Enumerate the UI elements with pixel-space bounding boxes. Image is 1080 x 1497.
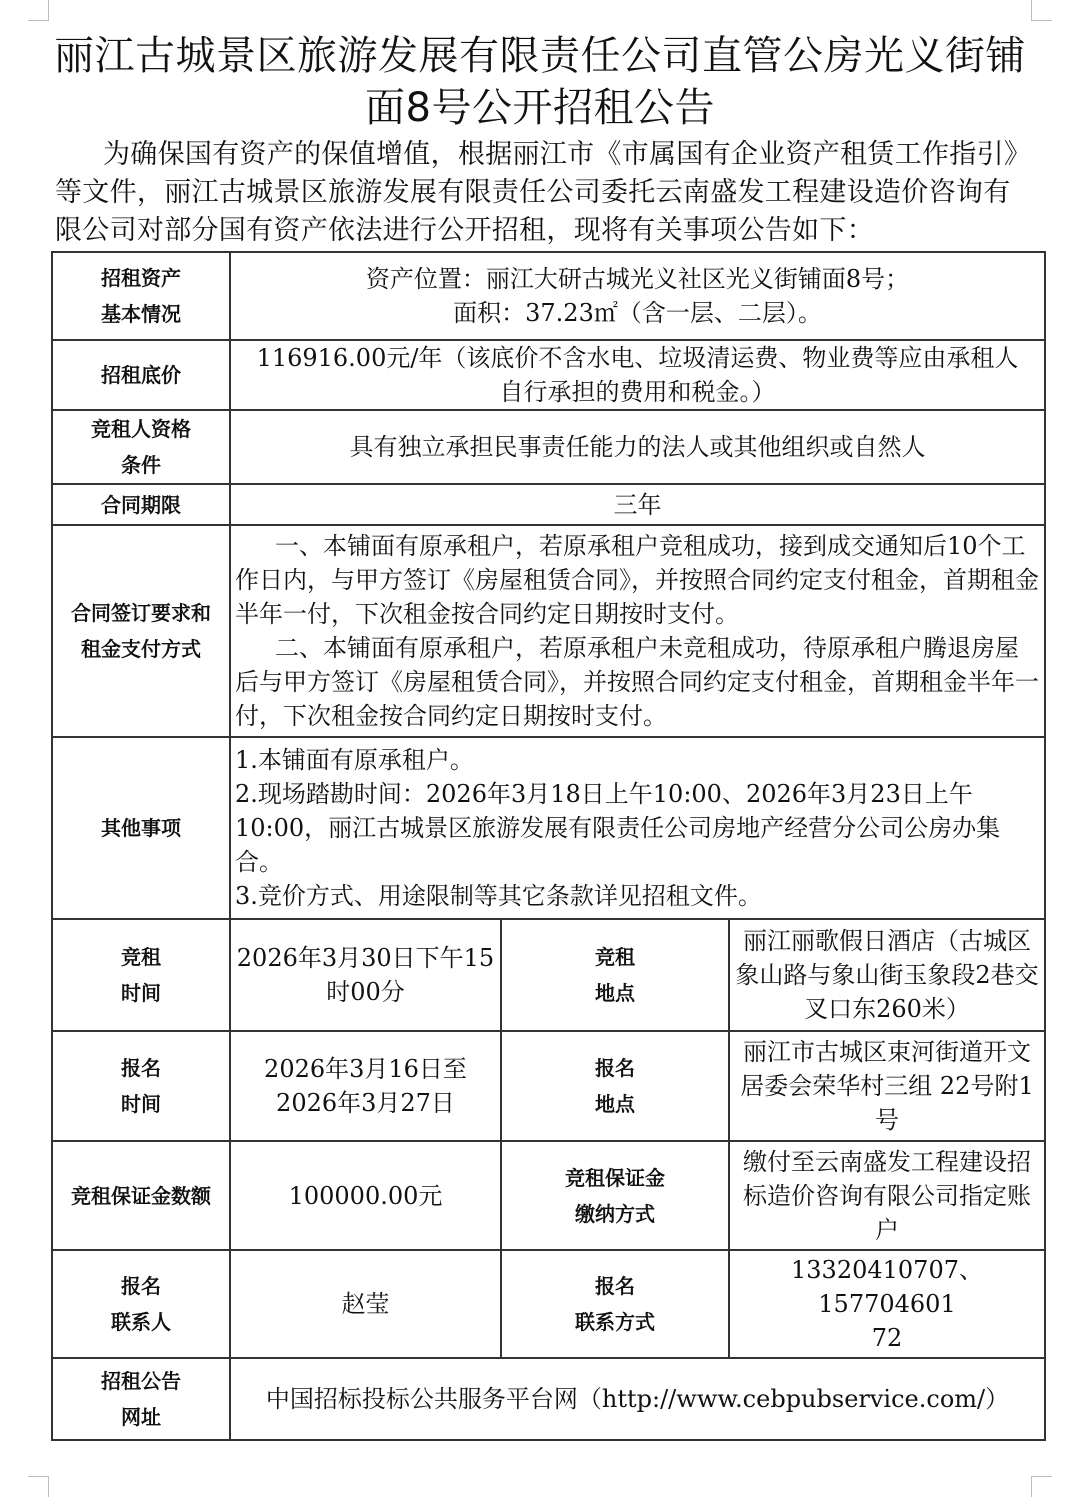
website-value: 中国招标投标公共服务平台网（http://www.cebpubservice.com/） <box>230 1358 1045 1440</box>
crop-mark-bottom-left <box>28 1476 49 1497</box>
reg-time-value: 2026年3月16日至2026年3月27日 <box>230 1031 501 1141</box>
bid-time-value: 2026年3月30日下午15时00分 <box>230 919 501 1031</box>
other-item-1: 1.本铺面有原承租户。 <box>235 746 474 774</box>
signing-value <box>230 525 1045 737</box>
table-row-basic <box>52 252 1045 340</box>
other-matters-label: 其他事项 <box>52 737 230 919</box>
deposit-amount-label: 竞租保证金数额 <box>52 1141 230 1250</box>
signing-label: 合同签订要求和 租金支付方式 <box>52 525 230 737</box>
table-row-other <box>52 737 1045 919</box>
crop-mark-bottom-right <box>1031 1476 1052 1497</box>
signing-para-2: 二、本铺面有原承租户，若原承租户未竞租成功，待原承租户腾退房屋后与甲方签订《房屋租赁合同》，并按照合同约定支付租金，首期租金半年一付，下次租金按合同约定日期按时支付。 <box>235 634 1039 730</box>
table-row-registration <box>52 1031 1045 1141</box>
contract-term-label: 合同期限 <box>52 484 230 525</box>
title-line-2: 面8号公开招租公告 <box>365 85 715 131</box>
table-row-signing <box>52 525 1045 737</box>
table-row-bid <box>52 919 1045 1031</box>
signing-para-1: 一、本铺面有原承租户，若原承租户竞租成功，接到成交通知后10个工作日内，与甲方签订《房屋租赁合同》，并按照合同约定支付租金，首期租金半年一付，下次租金按合同约定日期按时支付。 <box>235 532 1039 628</box>
asset-area: 面积：37.23㎡（含一层、二层）。 <box>453 299 822 327</box>
contact-method-label: 报名 联系方式 <box>501 1250 729 1358</box>
qualification-value: 具有独立承担民事责任能力的法人或其他组织或自然人 <box>230 410 1045 484</box>
crop-mark-top-left <box>28 0 49 21</box>
basic-info-value <box>230 252 1045 340</box>
bid-place-value: 丽江丽歌假日酒店（古城区象山路与象山街玉象段2巷交叉口东260米） <box>729 919 1045 1031</box>
reg-place-label: 报名 地点 <box>501 1031 729 1141</box>
lease-info-table <box>51 251 1046 1441</box>
contact-person-label: 报名 联系人 <box>52 1250 230 1358</box>
table-row-term <box>52 484 1045 525</box>
deposit-amount-value: 100000.00元 <box>230 1141 501 1250</box>
deposit-method-value: 缴付至云南盛发工程建设招标造价咨询有限公司指定账户 <box>729 1141 1045 1250</box>
other-item-2: 2.现场踏勘时间：2026年3月18日上午10:00、2026年3月23日上午10:00，丽江古城景区旅游发展有限责任公司房地产经营分公司公房办集合。 <box>235 780 1001 876</box>
reg-time-label: 报名 时间 <box>52 1031 230 1141</box>
bid-time-label: 竞租 时间 <box>52 919 230 1031</box>
basic-info-label: 招租资产 基本情况 <box>52 252 230 340</box>
bid-place-label: 竞租 地点 <box>501 919 729 1031</box>
contact-person-value: 赵莹 <box>230 1250 501 1358</box>
deposit-method-label: 竞租保证金 缴纳方式 <box>501 1141 729 1250</box>
asset-location: 资产位置：丽江大研古城光义社区光义街铺面8号； <box>365 265 910 293</box>
crop-mark-top-right <box>1031 0 1052 21</box>
table-row-deposit <box>52 1141 1045 1250</box>
table-row-price <box>52 340 1045 410</box>
other-item-3: 3.竞价方式、用途限制等其它条款详见招租文件。 <box>235 882 762 910</box>
document-title <box>40 30 1040 134</box>
table-row-website <box>52 1358 1045 1440</box>
table-row-contact <box>52 1250 1045 1358</box>
intro-paragraph: 为确保国有资产的保值增值，根据丽江市《市属国有企业资产租赁工作指引》等文件，丽江古城景区旅游发展有限责任公司委托云南盛发工程建设造价咨询有限公司对部分国有资产依法进行公开招租，现将有关事项公告如下： <box>55 139 1018 246</box>
table-row-qualification <box>52 410 1045 484</box>
website-label: 招租公告 网址 <box>52 1358 230 1440</box>
contract-term-value: 三年 <box>230 484 1045 525</box>
qualification-label: 竞租人资格 条件 <box>52 410 230 484</box>
reserve-price-value: 116916.00元/年（该底价不含水电、垃圾清运费、物业费等应由承租人 自行承担的费用和税金。） <box>230 340 1045 410</box>
reserve-price-label: 招租底价 <box>52 340 230 410</box>
title-line-1: 丽江古城景区旅游发展有限责任公司直管公房光义街铺 <box>54 33 1026 79</box>
other-matters-value <box>230 737 1045 919</box>
contact-phone-value: 13320410707、157704601 72 <box>729 1250 1045 1358</box>
reg-place-value: 丽江市古城区束河街道开文居委会荣华村三组 22号附1号 <box>729 1031 1045 1141</box>
